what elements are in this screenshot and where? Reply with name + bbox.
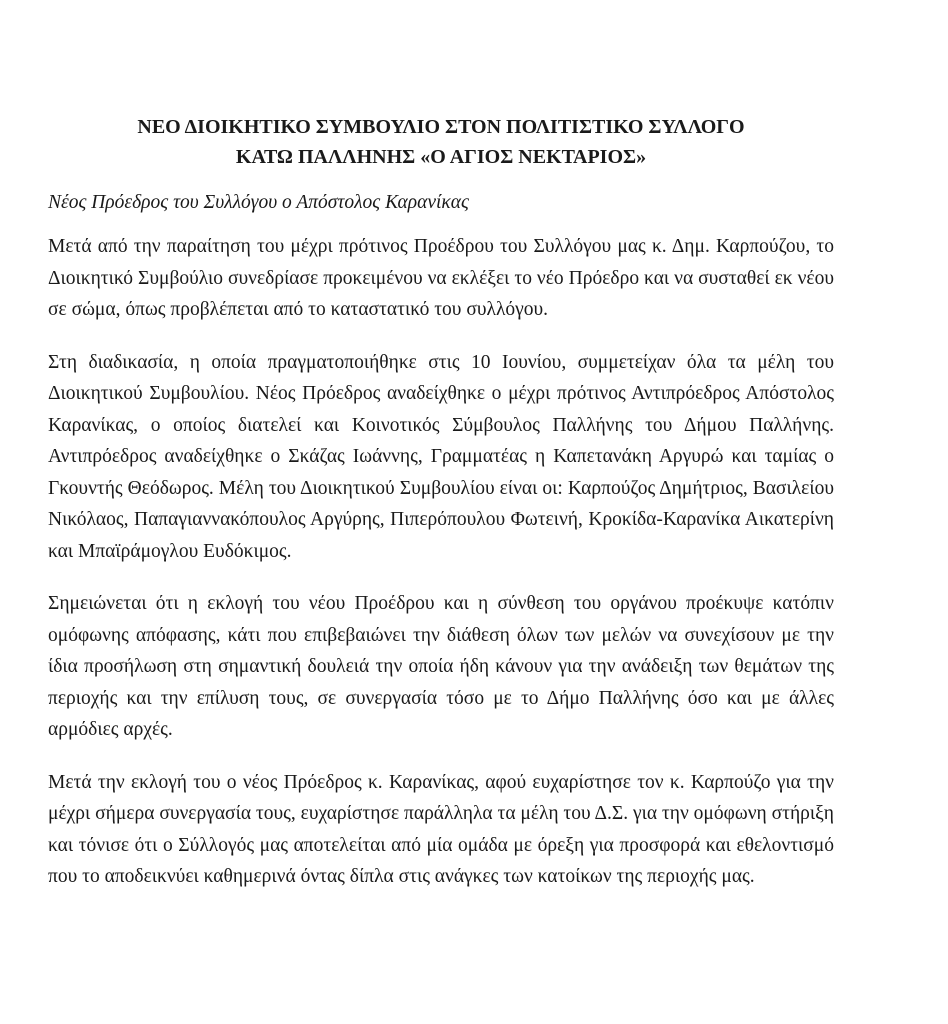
document-subtitle: Νέος Πρόεδρος του Συλλόγου ο Απόστολος Καρανίκας (48, 192, 469, 213)
paragraph-4: Μετά την εκλογή του ο νέος Πρόεδρος κ. Καρανίκας, αφού ευχαρίστησε τον κ. Καρπούζο για την μέχρι σήμερα συνεργασία τους, ευχαρίστησε παράλληλα τα μέλη του Δ.Σ. για την ομόφωνη στήριξη και τόνισε ότι ο Σύλλογός μας αποτελείται από μία ομάδα με όρεξη για προσφορά και εθελοντισμό που το αποδεικνύει καθημερινά όντας δίπλα στις ανάγκες των κατοίκων της περιοχής μας. (48, 771, 835, 887)
paragraph-1: Μετά από την παραίτηση του μέχρι πρότινος Προέδρου του Συλλόγου μας κ. Δημ. Καρπούζου, το Διοικητικό Συμβούλιο συνεδρίασε προκειμένου να εκλέξει το νέο Πρόεδρο και να συσταθεί εκ νέου σε σώμα, όπως προβλέπεται από το καταστατικό του συλλόγου. (48, 236, 834, 320)
paragraph-3: Σημειώνεται ότι η εκλογή του νέου Προέδρου και η σύνθεση του οργάνου προέκυψε κατόπιν ομόφωνης απόφασης, κάτι που επιβεβαιώνει την διάθεση όλων των μελών να συνεχίσουν με την ίδια προσήλωση στη σημαντική δουλειά την οποία ήδη κάνουν για την ανάδειξη των θεμάτων της περιοχής και την επίλυση τους, σε συνεργασία τόσο με το Δήμο Παλλήνης όσο και με άλλες αρμόδιες αρχές. (48, 593, 834, 740)
title-line-1: ΝΕΟ ΔΙΟΙΚΗΤΙΚΟ ΣΥΜΒΟΥΛΙΟ ΣΤΟΝ ΠΟΛΙΤΙΣΤΙΚΟ ΣΥΛΛΟΓΟ (137, 116, 745, 138)
document-page (48, 112, 834, 914)
paragraph-2: Στη διαδικασία, η οποία πραγματοποιήθηκε στις 10 Ιουνίου, συμμετείχαν όλα τα μέλη του Διοικητικού Συμβουλίου. Νέος Πρόεδρος αναδείχθηκε ο μέχρι πρότινος Αντιπρόεδρος Απόστολος Καρανίκας, ο οποίος διατελεί και Κοινοτικός Σύμβουλος Παλλήνης του Δήμου Παλλήνης. Αντιπρόεδρος αναδείχθηκε ο Σκάζας Ιωάννης, Γραμματέας η Καπετανάκη Αργυρώ και ταμίας ο Γκουντής Θεόδωρος. Μέλη του Διοικητικού Συμβουλίου είναι οι: Καρπούζος Δημήτριος, Βασιλείου Νικόλαος, Παπαγιαννακόπουλος Αργύρης, Πιπερόπουλου Φωτεινή, Κροκίδα-Καρανίκα Αικατερίνη και Μπαϊράμογλου Ευδόκιμος. (48, 351, 834, 562)
document-title (48, 112, 834, 172)
title-line-2: ΚΑΤΩ ΠΑΛΛΗΝΗΣ «Ο ΑΓΙΟΣ ΝΕΚΤΑΡΙΟΣ» (235, 146, 647, 168)
